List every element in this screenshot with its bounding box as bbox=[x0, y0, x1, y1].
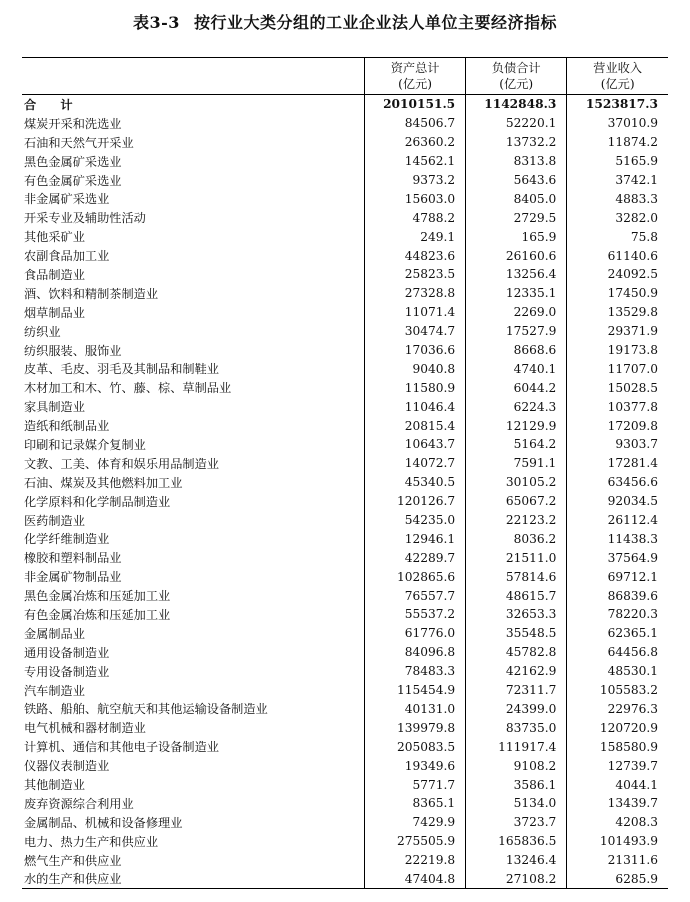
assets-cell: 55537.2 bbox=[365, 605, 466, 624]
revenue-cell: 61140.6 bbox=[567, 246, 668, 265]
revenue-cell: 37010.9 bbox=[567, 114, 668, 133]
liabilities-cell: 13256.4 bbox=[466, 265, 567, 284]
table-row bbox=[22, 794, 668, 813]
table-header-row bbox=[22, 58, 668, 95]
assets-cell: 84506.7 bbox=[365, 114, 466, 133]
assets-cell: 40131.0 bbox=[365, 700, 466, 719]
assets-cell: 22219.8 bbox=[365, 851, 466, 870]
revenue-cell: 64456.8 bbox=[567, 643, 668, 662]
table-row bbox=[22, 870, 668, 889]
revenue-cell: 101493.9 bbox=[567, 832, 668, 851]
assets-cell: 205083.5 bbox=[365, 737, 466, 756]
revenue-cell: 17209.8 bbox=[567, 416, 668, 435]
revenue-cell: 13529.8 bbox=[567, 303, 668, 322]
assets-cell: 14072.7 bbox=[365, 454, 466, 473]
assets-cell: 54235.0 bbox=[365, 511, 466, 530]
header-assets-unit: (亿元) bbox=[398, 77, 433, 91]
industry-name-cell: 有色金属冶炼和压延加工业 bbox=[24, 607, 171, 622]
header-industry bbox=[22, 58, 365, 95]
industry-name-cell: 计算机、通信和其他电子设备制造业 bbox=[24, 740, 219, 755]
assets-cell: 11071.4 bbox=[365, 303, 466, 322]
revenue-cell: 11707.0 bbox=[567, 359, 668, 378]
table-row bbox=[22, 152, 668, 171]
liabilities-cell: 26160.6 bbox=[466, 246, 567, 265]
industry-name-cell: 燃气生产和供应业 bbox=[24, 853, 122, 868]
table-row bbox=[22, 832, 668, 851]
table-row bbox=[22, 378, 668, 397]
liabilities-cell: 17527.9 bbox=[466, 322, 567, 341]
liabilities-cell: 65067.2 bbox=[466, 492, 567, 511]
revenue-cell: 92034.5 bbox=[567, 492, 668, 511]
liabilities-cell: 13246.4 bbox=[466, 851, 567, 870]
liabilities-cell: 22123.2 bbox=[466, 511, 567, 530]
industry-name-cell: 废弃资源综合利用业 bbox=[24, 796, 134, 811]
table-row bbox=[22, 700, 668, 719]
header-revenue bbox=[567, 58, 668, 95]
table-row bbox=[22, 548, 668, 567]
revenue-cell: 158580.9 bbox=[567, 737, 668, 756]
liabilities-cell: 165836.5 bbox=[466, 832, 567, 851]
industry-name-cell: 仪器仪表制造业 bbox=[24, 759, 110, 774]
assets-cell: 19349.6 bbox=[365, 756, 466, 775]
liabilities-cell: 3586.1 bbox=[466, 775, 567, 794]
assets-cell: 9040.8 bbox=[365, 359, 466, 378]
revenue-cell: 3282.0 bbox=[567, 208, 668, 227]
revenue-cell: 4883.3 bbox=[567, 189, 668, 208]
industry-name-cell: 石油和天然气开采业 bbox=[24, 135, 134, 150]
liabilities-cell: 52220.1 bbox=[466, 114, 567, 133]
assets-cell: 11580.9 bbox=[365, 378, 466, 397]
assets-cell: 76557.7 bbox=[365, 586, 466, 605]
table-row bbox=[22, 718, 668, 737]
industry-name-cell: 文教、工美、体育和娱乐用品制造业 bbox=[24, 456, 219, 471]
liabilities-cell: 6044.2 bbox=[466, 378, 567, 397]
revenue-cell: 22976.3 bbox=[567, 700, 668, 719]
liabilities-cell: 21511.0 bbox=[466, 548, 567, 567]
table-row bbox=[22, 416, 668, 435]
revenue-cell: 26112.4 bbox=[567, 511, 668, 530]
table-row bbox=[22, 265, 668, 284]
industry-name-cell: 医药制造业 bbox=[24, 513, 85, 528]
assets-cell: 139979.8 bbox=[365, 718, 466, 737]
table-body bbox=[22, 95, 668, 889]
industry-name-cell: 煤炭开采和洗选业 bbox=[24, 116, 122, 131]
assets-cell: 78483.3 bbox=[365, 662, 466, 681]
industry-name-cell: 其他采矿业 bbox=[24, 230, 85, 245]
revenue-cell: 1523817.3 bbox=[567, 95, 668, 114]
industry-name-cell: 黑色金属矿采选业 bbox=[24, 154, 122, 169]
industry-name-cell: 水的生产和供应业 bbox=[22, 870, 365, 889]
revenue-cell: 6285.9 bbox=[567, 870, 668, 889]
assets-cell: 17036.6 bbox=[365, 341, 466, 360]
revenue-cell: 78220.3 bbox=[567, 605, 668, 624]
liabilities-cell: 1142848.3 bbox=[466, 95, 567, 114]
industry-name-cell: 食品制造业 bbox=[24, 267, 85, 282]
liabilities-cell: 13732.2 bbox=[466, 133, 567, 152]
table-row bbox=[22, 605, 668, 624]
header-liabilities-unit: (亿元) bbox=[499, 77, 534, 91]
industry-name-cell: 非金属矿物制品业 bbox=[24, 570, 122, 585]
header-liabilities bbox=[466, 58, 567, 95]
table-row bbox=[22, 189, 668, 208]
assets-cell: 30474.7 bbox=[365, 322, 466, 341]
revenue-cell: 17450.9 bbox=[567, 284, 668, 303]
industry-name-cell: 造纸和纸制品业 bbox=[24, 419, 110, 434]
assets-cell: 42289.7 bbox=[365, 548, 466, 567]
liabilities-cell: 32653.3 bbox=[466, 605, 567, 624]
liabilities-cell: 9108.2 bbox=[466, 756, 567, 775]
industry-name-cell: 黑色金属冶炼和压延加工业 bbox=[24, 589, 171, 604]
industry-name-cell: 电气机械和器材制造业 bbox=[24, 721, 146, 736]
liabilities-cell: 57814.6 bbox=[466, 567, 567, 586]
assets-cell: 45340.5 bbox=[365, 473, 466, 492]
table-row bbox=[22, 643, 668, 662]
liabilities-cell: 5643.6 bbox=[466, 171, 567, 190]
liabilities-cell: 72311.7 bbox=[466, 681, 567, 700]
table-row bbox=[22, 511, 668, 530]
revenue-cell: 3742.1 bbox=[567, 171, 668, 190]
industry-name-cell: 烟草制品业 bbox=[24, 305, 85, 320]
table-row bbox=[22, 208, 668, 227]
revenue-cell: 19173.8 bbox=[567, 341, 668, 360]
industry-name-cell: 合 计 bbox=[24, 97, 83, 112]
table-row bbox=[22, 322, 668, 341]
table-row bbox=[22, 492, 668, 511]
industry-name-cell: 化学纤维制造业 bbox=[24, 532, 110, 547]
assets-cell: 84096.8 bbox=[365, 643, 466, 662]
liabilities-cell: 2269.0 bbox=[466, 303, 567, 322]
industry-name-cell: 通用设备制造业 bbox=[24, 645, 110, 660]
revenue-cell: 48530.1 bbox=[567, 662, 668, 681]
liabilities-cell: 8036.2 bbox=[466, 529, 567, 548]
industry-name-cell: 农副食品加工业 bbox=[24, 249, 110, 264]
assets-cell: 12946.1 bbox=[365, 529, 466, 548]
table-row bbox=[22, 359, 668, 378]
table-row bbox=[22, 114, 668, 133]
header-liabilities-label: 负债合计 bbox=[491, 61, 541, 75]
assets-cell: 26360.2 bbox=[365, 133, 466, 152]
assets-cell: 15603.0 bbox=[365, 189, 466, 208]
liabilities-cell: 165.9 bbox=[466, 227, 567, 246]
table-row bbox=[22, 435, 668, 454]
table-row bbox=[22, 624, 668, 643]
assets-cell: 4788.2 bbox=[365, 208, 466, 227]
industry-name-cell: 石油、煤炭及其他燃料加工业 bbox=[24, 475, 183, 490]
revenue-cell: 12739.7 bbox=[567, 756, 668, 775]
revenue-cell: 11438.3 bbox=[567, 529, 668, 548]
industry-name-cell: 其他制造业 bbox=[24, 778, 85, 792]
table-row bbox=[22, 473, 668, 492]
revenue-cell: 29371.9 bbox=[567, 322, 668, 341]
revenue-cell: 24092.5 bbox=[567, 265, 668, 284]
revenue-cell: 13439.7 bbox=[567, 794, 668, 813]
table-row bbox=[22, 567, 668, 586]
table-row bbox=[22, 246, 668, 265]
liabilities-cell: 30105.2 bbox=[466, 473, 567, 492]
liabilities-cell: 48615.7 bbox=[466, 586, 567, 605]
industry-name-cell: 非金属矿采选业 bbox=[24, 192, 110, 207]
assets-cell: 102865.6 bbox=[365, 567, 466, 586]
table-row bbox=[22, 341, 668, 360]
assets-cell: 11046.4 bbox=[365, 397, 466, 416]
assets-cell: 2010151.5 bbox=[365, 95, 466, 114]
economic-indicators-table bbox=[22, 57, 668, 889]
industry-name-cell: 家具制造业 bbox=[24, 400, 85, 415]
liabilities-cell: 5164.2 bbox=[466, 435, 567, 454]
assets-cell: 115454.9 bbox=[365, 681, 466, 700]
liabilities-cell: 12335.1 bbox=[466, 284, 567, 303]
table-row bbox=[22, 454, 668, 473]
table-row bbox=[22, 813, 668, 832]
industry-name-cell: 木材加工和木、竹、藤、棕、草制品业 bbox=[24, 381, 232, 396]
assets-cell: 249.1 bbox=[365, 227, 466, 246]
industry-name-cell: 纺织服装、服饰业 bbox=[24, 343, 122, 358]
industry-name-cell: 铁路、船舶、航空航天和其他运输设备制造业 bbox=[24, 702, 268, 717]
assets-cell: 5771.7 bbox=[365, 775, 466, 794]
table-row bbox=[22, 171, 668, 190]
revenue-cell: 69712.1 bbox=[567, 567, 668, 586]
revenue-cell: 11874.2 bbox=[567, 133, 668, 152]
revenue-cell: 120720.9 bbox=[567, 718, 668, 737]
header-revenue-unit: (亿元) bbox=[600, 77, 635, 91]
liabilities-cell: 45782.8 bbox=[466, 643, 567, 662]
assets-cell: 27328.8 bbox=[365, 284, 466, 303]
assets-cell: 120126.7 bbox=[365, 492, 466, 511]
revenue-cell: 17281.4 bbox=[567, 454, 668, 473]
revenue-cell: 10377.8 bbox=[567, 397, 668, 416]
assets-cell: 275505.9 bbox=[365, 832, 466, 851]
industry-name-cell: 电力、热力生产和供应业 bbox=[24, 834, 159, 849]
liabilities-cell: 12129.9 bbox=[466, 416, 567, 435]
assets-cell: 14562.1 bbox=[365, 152, 466, 171]
revenue-cell: 37564.9 bbox=[567, 548, 668, 567]
assets-cell: 9373.2 bbox=[365, 171, 466, 190]
liabilities-cell: 8405.0 bbox=[466, 189, 567, 208]
liabilities-cell: 7591.1 bbox=[466, 454, 567, 473]
revenue-cell: 21311.6 bbox=[567, 851, 668, 870]
liabilities-cell: 42162.9 bbox=[466, 662, 567, 681]
header-assets bbox=[365, 58, 466, 95]
assets-cell: 44823.6 bbox=[365, 246, 466, 265]
revenue-cell: 86839.6 bbox=[567, 586, 668, 605]
table-row bbox=[22, 586, 668, 605]
industry-name-cell: 皮革、毛皮、羽毛及其制品和制鞋业 bbox=[24, 362, 219, 377]
liabilities-cell: 3723.7 bbox=[466, 813, 567, 832]
table-row bbox=[22, 397, 668, 416]
table-row bbox=[22, 681, 668, 700]
assets-cell: 10643.7 bbox=[365, 435, 466, 454]
table-row bbox=[22, 662, 668, 681]
revenue-cell: 5165.9 bbox=[567, 152, 668, 171]
industry-name-cell: 橡胶和塑料制品业 bbox=[24, 551, 122, 566]
header-assets-label: 资产总计 bbox=[390, 61, 440, 75]
revenue-cell: 75.8 bbox=[567, 227, 668, 246]
table-row bbox=[22, 529, 668, 548]
industry-name-cell: 汽车制造业 bbox=[24, 683, 85, 698]
assets-cell: 61776.0 bbox=[365, 624, 466, 643]
revenue-cell: 4044.1 bbox=[567, 775, 668, 794]
table-row bbox=[22, 133, 668, 152]
table-row bbox=[22, 851, 668, 870]
liabilities-cell: 111917.4 bbox=[466, 737, 567, 756]
industry-name-cell: 化学原料和化学制品制造业 bbox=[24, 494, 171, 509]
table-row bbox=[22, 737, 668, 756]
liabilities-cell: 2729.5 bbox=[466, 208, 567, 227]
industry-name-cell: 酒、饮料和精制茶制造业 bbox=[24, 286, 159, 301]
header-revenue-label: 营业收入 bbox=[593, 61, 643, 75]
assets-cell: 8365.1 bbox=[365, 794, 466, 813]
liabilities-cell: 4740.1 bbox=[466, 359, 567, 378]
revenue-cell: 9303.7 bbox=[567, 435, 668, 454]
industry-name-cell: 开采专业及辅助性活动 bbox=[24, 211, 146, 226]
assets-cell: 7429.9 bbox=[365, 813, 466, 832]
revenue-cell: 105583.2 bbox=[567, 681, 668, 700]
table-title-text: 按行业大类分组的工业企业法人单位主要经济指标 bbox=[193, 13, 557, 32]
industry-name-cell: 纺织业 bbox=[24, 324, 61, 339]
revenue-cell: 15028.5 bbox=[567, 378, 668, 397]
liabilities-cell: 35548.5 bbox=[466, 624, 567, 643]
industry-name-cell: 有色金属矿采选业 bbox=[24, 173, 122, 188]
liabilities-cell: 5134.0 bbox=[466, 794, 567, 813]
table-row bbox=[22, 775, 668, 794]
table-row bbox=[22, 227, 668, 246]
table-row bbox=[22, 756, 668, 775]
revenue-cell: 4208.3 bbox=[567, 813, 668, 832]
assets-cell: 25823.5 bbox=[365, 265, 466, 284]
liabilities-cell: 27108.2 bbox=[466, 870, 567, 889]
industry-name-cell: 金属制品、机械和设备修理业 bbox=[24, 815, 183, 830]
industry-name-cell: 专用设备制造业 bbox=[24, 664, 110, 679]
revenue-cell: 62365.1 bbox=[567, 624, 668, 643]
assets-cell: 47404.8 bbox=[365, 870, 466, 889]
table-number: 表3-3 bbox=[133, 13, 180, 32]
liabilities-cell: 83735.0 bbox=[466, 718, 567, 737]
liabilities-cell: 8313.8 bbox=[466, 152, 567, 171]
table-row bbox=[22, 303, 668, 322]
liabilities-cell: 6224.3 bbox=[466, 397, 567, 416]
table-title bbox=[0, 10, 690, 33]
industry-name-cell: 金属制品业 bbox=[24, 626, 85, 641]
table-row bbox=[22, 284, 668, 303]
liabilities-cell: 24399.0 bbox=[466, 700, 567, 719]
industry-name-cell: 印刷和记录媒介复制业 bbox=[24, 437, 146, 452]
revenue-cell: 63456.6 bbox=[567, 473, 668, 492]
total-row bbox=[22, 95, 668, 114]
liabilities-cell: 8668.6 bbox=[466, 341, 567, 360]
assets-cell: 20815.4 bbox=[365, 416, 466, 435]
